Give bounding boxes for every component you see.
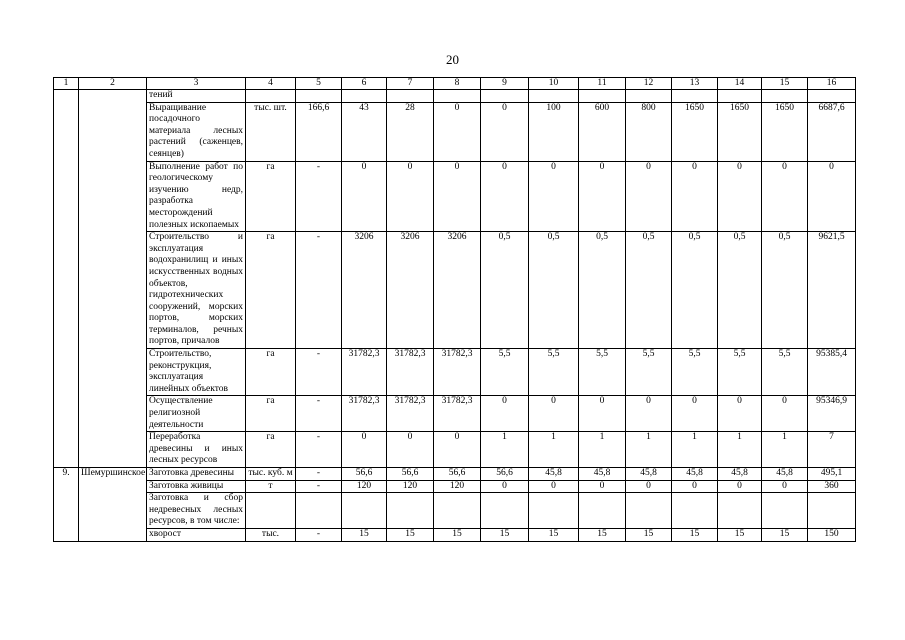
value-cell: 166,6 xyxy=(296,102,342,161)
activity-cell: Переработка древесины и иных лесных ресурсов xyxy=(147,432,246,468)
value-cell: 31782,3 xyxy=(387,396,434,432)
value-cell xyxy=(579,90,626,103)
unit-cell: тыс. xyxy=(246,528,296,541)
col-header: 10 xyxy=(529,78,579,90)
value-cell xyxy=(296,90,342,103)
value-cell: 1 xyxy=(626,432,672,468)
value-cell: 0,5 xyxy=(626,232,672,349)
value-cell: 0 xyxy=(762,396,808,432)
unit-cell: тыс. куб. м xyxy=(246,468,296,481)
value-cell xyxy=(808,493,856,529)
value-cell: 7 xyxy=(808,432,856,468)
value-cell: - xyxy=(296,468,342,481)
value-cell: 0 xyxy=(579,161,626,232)
value-cell: 0 xyxy=(529,161,579,232)
table-row xyxy=(54,528,856,541)
row-number-cell: 9. xyxy=(54,468,79,542)
value-cell: 0 xyxy=(387,161,434,232)
col-header: 16 xyxy=(808,78,856,90)
forestry-name-cell: Шемуршинское xyxy=(79,468,147,542)
table-row xyxy=(54,396,856,432)
value-cell: 31782,3 xyxy=(387,349,434,396)
col-header: 9 xyxy=(481,78,529,90)
unit-cell xyxy=(246,90,296,103)
activity-cell: Строительство и эксплуатация водохранилищ и иных искусственных водных объектов, гидротехнических сооружений, морских портов, морских терминалов, речных портов, причалов xyxy=(147,232,246,349)
col-header: 15 xyxy=(762,78,808,90)
value-cell xyxy=(626,493,672,529)
value-cell: 1650 xyxy=(762,102,808,161)
value-cell: 0 xyxy=(434,161,481,232)
value-cell: - xyxy=(296,232,342,349)
value-cell: 45,8 xyxy=(718,468,762,481)
unit-cell: га xyxy=(246,432,296,468)
value-cell: 1 xyxy=(481,432,529,468)
value-cell: 0,5 xyxy=(579,232,626,349)
activity-cell: Выполнение работ по геологическому изучению недр, разработка месторождений полезных ископаемых xyxy=(147,161,246,232)
col-header: 12 xyxy=(626,78,672,90)
activity-cell: Строительство, реконструкция, эксплуатация линейных объектов xyxy=(147,349,246,396)
activity-cell: Заготовка древесины xyxy=(147,468,246,481)
value-cell: 3206 xyxy=(342,232,387,349)
value-cell: 0,5 xyxy=(762,232,808,349)
activity-cell: тений xyxy=(147,90,246,103)
value-cell: 0 xyxy=(481,102,529,161)
value-cell: 360 xyxy=(808,480,856,493)
value-cell: 1 xyxy=(672,432,718,468)
value-cell: 0,5 xyxy=(481,232,529,349)
value-cell: 45,8 xyxy=(529,468,579,481)
value-cell: 0 xyxy=(718,161,762,232)
activity-cell: Осуществление религиозной деятельности xyxy=(147,396,246,432)
value-cell: 0 xyxy=(626,480,672,493)
value-cell: 15 xyxy=(481,528,529,541)
value-cell: 15 xyxy=(672,528,718,541)
unit-cell: га xyxy=(246,349,296,396)
value-cell: 0 xyxy=(762,161,808,232)
value-cell: 5,5 xyxy=(762,349,808,396)
value-cell: 45,8 xyxy=(626,468,672,481)
value-cell: 45,8 xyxy=(762,468,808,481)
value-cell: 1 xyxy=(718,432,762,468)
table-row xyxy=(54,90,856,103)
col-header: 14 xyxy=(718,78,762,90)
value-cell: 15 xyxy=(718,528,762,541)
value-cell: - xyxy=(296,161,342,232)
value-cell: 28 xyxy=(387,102,434,161)
value-cell: 0 xyxy=(529,480,579,493)
value-cell: 31782,3 xyxy=(342,396,387,432)
unit-cell xyxy=(246,493,296,529)
value-cell xyxy=(481,90,529,103)
value-cell: 1650 xyxy=(718,102,762,161)
value-cell: 600 xyxy=(579,102,626,161)
value-cell: 0 xyxy=(529,396,579,432)
table-row xyxy=(54,161,856,232)
forest-use-table xyxy=(53,77,856,542)
value-cell: - xyxy=(296,432,342,468)
value-cell: 15 xyxy=(434,528,481,541)
value-cell xyxy=(387,493,434,529)
value-cell: 0 xyxy=(481,480,529,493)
unit-cell: га xyxy=(246,161,296,232)
value-cell: 56,6 xyxy=(342,468,387,481)
value-cell: - xyxy=(296,480,342,493)
value-cell xyxy=(342,90,387,103)
unit-cell: тыс. шт. xyxy=(246,102,296,161)
value-cell xyxy=(762,493,808,529)
value-cell: 45,8 xyxy=(672,468,718,481)
value-cell: 5,5 xyxy=(529,349,579,396)
value-cell: 150 xyxy=(808,528,856,541)
row-number-cell xyxy=(54,90,79,468)
value-cell: 56,6 xyxy=(434,468,481,481)
page-number: 20 xyxy=(446,52,459,67)
value-cell: 0 xyxy=(718,480,762,493)
value-cell: 95385,4 xyxy=(808,349,856,396)
value-cell xyxy=(529,90,579,103)
value-cell: 6687,6 xyxy=(808,102,856,161)
header-row xyxy=(54,78,856,90)
value-cell: 15 xyxy=(626,528,672,541)
value-cell: 100 xyxy=(529,102,579,161)
value-cell: 0 xyxy=(342,161,387,232)
value-cell: - xyxy=(296,396,342,432)
value-cell: 495,1 xyxy=(808,468,856,481)
value-cell: 0 xyxy=(672,480,718,493)
value-cell: 15 xyxy=(387,528,434,541)
value-cell: 95346,9 xyxy=(808,396,856,432)
value-cell: 15 xyxy=(342,528,387,541)
value-cell: 0 xyxy=(718,396,762,432)
value-cell: 120 xyxy=(387,480,434,493)
value-cell: 0,5 xyxy=(529,232,579,349)
value-cell xyxy=(762,90,808,103)
value-cell xyxy=(718,90,762,103)
value-cell: 0 xyxy=(434,102,481,161)
activity-cell: Заготовка и сбор недревесных лесных ресурсов, в том числе: xyxy=(147,493,246,529)
value-cell: 5,5 xyxy=(579,349,626,396)
table-row xyxy=(54,232,856,349)
unit-cell: га xyxy=(246,396,296,432)
col-header: 3 xyxy=(147,78,246,90)
value-cell: 5,5 xyxy=(626,349,672,396)
table-row xyxy=(54,349,856,396)
value-cell: 120 xyxy=(434,480,481,493)
value-cell: - xyxy=(296,528,342,541)
value-cell: 0 xyxy=(672,161,718,232)
value-cell: 0 xyxy=(579,396,626,432)
unit-cell: га xyxy=(246,232,296,349)
activity-cell: хворост xyxy=(147,528,246,541)
value-cell: 0 xyxy=(762,480,808,493)
value-cell xyxy=(718,493,762,529)
table-row xyxy=(54,468,856,481)
unit-cell: т xyxy=(246,480,296,493)
col-header: 2 xyxy=(79,78,147,90)
value-cell: 800 xyxy=(626,102,672,161)
value-cell: 0,5 xyxy=(672,232,718,349)
value-cell: 0 xyxy=(342,432,387,468)
value-cell: 0 xyxy=(672,396,718,432)
value-cell: 120 xyxy=(342,480,387,493)
forestry-name-cell xyxy=(79,90,147,468)
value-cell xyxy=(579,493,626,529)
value-cell: 0 xyxy=(481,161,529,232)
col-header: 13 xyxy=(672,78,718,90)
value-cell: 5,5 xyxy=(481,349,529,396)
value-cell xyxy=(808,90,856,103)
col-header: 4 xyxy=(246,78,296,90)
value-cell: 15 xyxy=(579,528,626,541)
value-cell: 1 xyxy=(529,432,579,468)
col-header: 7 xyxy=(387,78,434,90)
value-cell xyxy=(672,493,718,529)
col-header: 11 xyxy=(579,78,626,90)
table-row xyxy=(54,493,856,529)
col-header: 8 xyxy=(434,78,481,90)
value-cell: 9621,5 xyxy=(808,232,856,349)
value-cell xyxy=(434,493,481,529)
value-cell: 3206 xyxy=(387,232,434,349)
value-cell: - xyxy=(296,349,342,396)
value-cell: 15 xyxy=(762,528,808,541)
value-cell: 0 xyxy=(434,432,481,468)
value-cell: 0 xyxy=(387,432,434,468)
value-cell xyxy=(481,493,529,529)
value-cell: 43 xyxy=(342,102,387,161)
table-row xyxy=(54,102,856,161)
activity-cell: Заготовка живицы xyxy=(147,480,246,493)
value-cell: 0 xyxy=(481,396,529,432)
value-cell: 1 xyxy=(579,432,626,468)
value-cell: 0,5 xyxy=(718,232,762,349)
value-cell xyxy=(434,90,481,103)
col-header: 6 xyxy=(342,78,387,90)
value-cell xyxy=(296,493,342,529)
value-cell xyxy=(626,90,672,103)
value-cell: 56,6 xyxy=(481,468,529,481)
value-cell: 0 xyxy=(579,480,626,493)
value-cell: 5,5 xyxy=(672,349,718,396)
value-cell: 0 xyxy=(808,161,856,232)
value-cell: 45,8 xyxy=(579,468,626,481)
value-cell: 5,5 xyxy=(718,349,762,396)
col-header: 5 xyxy=(296,78,342,90)
value-cell xyxy=(387,90,434,103)
value-cell: 31782,3 xyxy=(434,396,481,432)
value-cell: 15 xyxy=(529,528,579,541)
value-cell: 1 xyxy=(762,432,808,468)
value-cell: 31782,3 xyxy=(342,349,387,396)
value-cell: 1650 xyxy=(672,102,718,161)
table-row xyxy=(54,480,856,493)
value-cell xyxy=(672,90,718,103)
value-cell: 0 xyxy=(626,396,672,432)
value-cell xyxy=(529,493,579,529)
value-cell: 31782,3 xyxy=(434,349,481,396)
value-cell: 3206 xyxy=(434,232,481,349)
table-row xyxy=(54,432,856,468)
value-cell: 0 xyxy=(626,161,672,232)
activity-cell: Выращивание посадочного материала лесных растений (саженцев, сеянцев) xyxy=(147,102,246,161)
value-cell: 56,6 xyxy=(387,468,434,481)
col-header: 1 xyxy=(54,78,79,90)
value-cell xyxy=(342,493,387,529)
